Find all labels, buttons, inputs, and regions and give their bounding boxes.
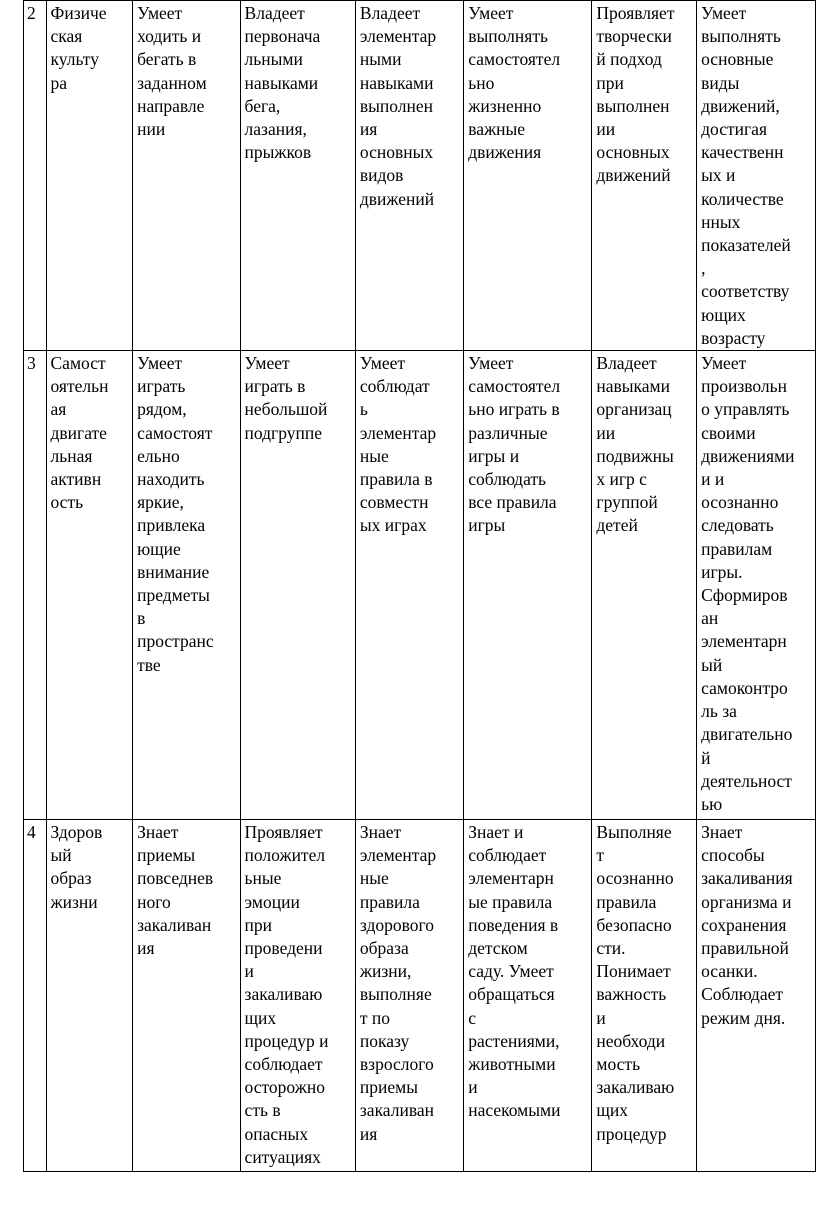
level-cell: Владеет первонача льными навыками бега, лазания, прыжков [240, 1, 355, 351]
level-cell: Умеет играть рядом, самостоят ельно находить яркие, привлека ющие внимание предметы в пространс тве [133, 351, 240, 820]
development-table [23, 0, 816, 1172]
area-cell: Физиче ская культу ра [46, 1, 133, 351]
table-row [24, 1, 816, 351]
level-cell: Умеет самостоятел ьно играть в различные игры и соблюдать все правила игры [464, 351, 592, 820]
level-cell: Умеет ходить и бегать в заданном направле нии [133, 1, 240, 351]
level-cell: Владеет навыками организац ии подвижны х игр с группой детей [592, 351, 697, 820]
level-cell: Умеет произвольн о управлять своими движениями и и осознанно следовать правилам игры. Сформиров ан элементарн ый самоконтро ль за двигательно й деятельност ью [697, 351, 816, 820]
level-cell: Умеет выполнять основные виды движений, достигая качественн ых и количестве нных показателей , соответству ющих возрасту [697, 1, 816, 351]
row-number-cell: 4 [24, 820, 47, 1172]
level-cell: Знает приемы повседнев ного закаливан ия [133, 820, 240, 1172]
area-cell: Самост оятельн ая двигате льная активн ость [46, 351, 133, 820]
level-cell: Знает способы закаливания организма и сохранения правильной осанки. Соблюдает режим дня. [697, 820, 816, 1172]
level-cell: Выполняе т осознанно правила безопасно сти. Понимает важность и необходи мость закаливаю щих процедур [592, 820, 697, 1172]
level-cell: Умеет выполнять самостоятел ьно жизненно важные движения [464, 1, 592, 351]
table-row [24, 351, 816, 820]
level-cell: Проявляет положител ьные эмоции при проведени и закаливаю щих процедур и соблюдает осторожно сть в опасных ситуациях [240, 820, 355, 1172]
row-number-cell: 2 [24, 1, 47, 351]
level-cell: Знает элементар ные правила здорового образа жизни, выполняе т по показу взрослого приемы закаливан ия [355, 820, 463, 1172]
table-row [24, 820, 816, 1172]
level-cell: Проявляет творчески й подход при выполнен ии основных движений [592, 1, 697, 351]
level-cell: Знает и соблюдает элементарн ые правила поведения в детском саду. Умеет обращаться с растениями, животными и насекомыми [464, 820, 592, 1172]
level-cell: Умеет соблюдат ь элементар ные правила в совместн ых играх [355, 351, 463, 820]
level-cell: Владеет элементар ными навыками выполнен ия основных видов движений [355, 1, 463, 351]
area-cell: Здоров ый образ жизни [46, 820, 133, 1172]
row-number-cell: 3 [24, 351, 47, 820]
level-cell: Умеет играть в небольшой подгруппе [240, 351, 355, 820]
